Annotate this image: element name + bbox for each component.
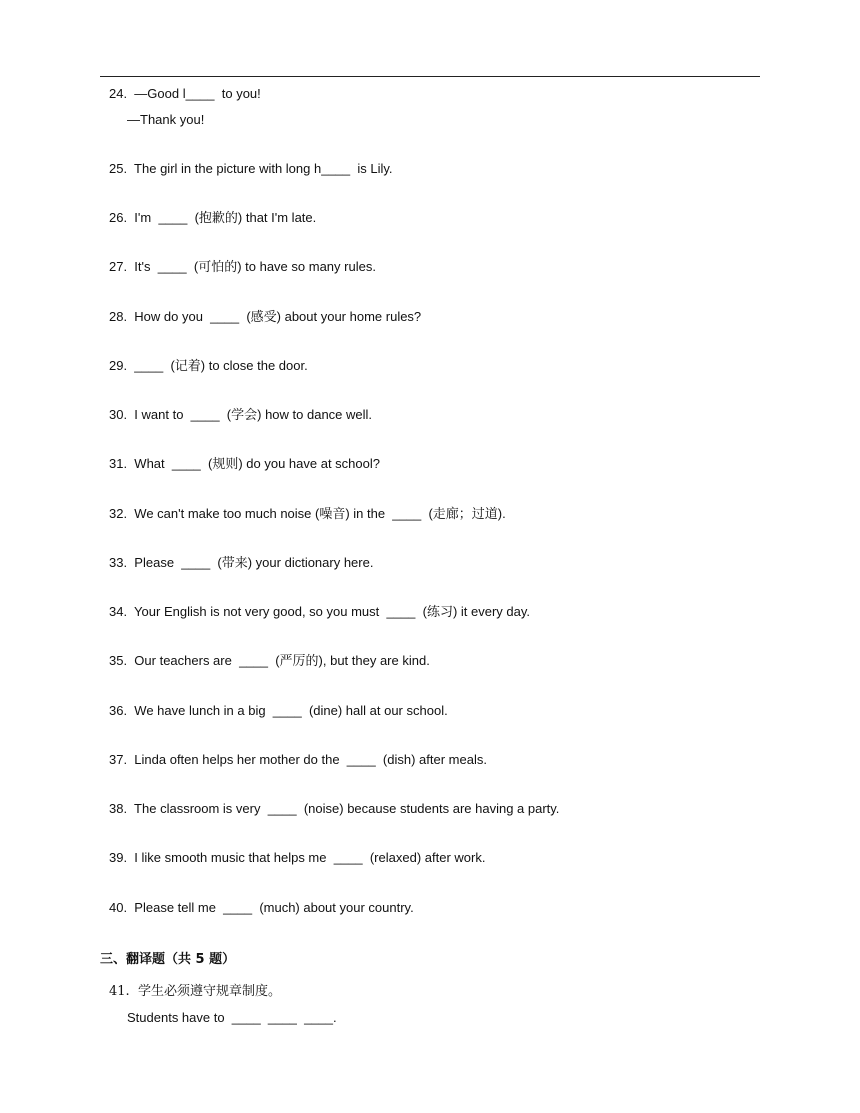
question-39: 39. I like smooth music that helps me ____ (relaxed) after work. [109, 850, 486, 865]
question-41-answer-line: Students have to ____ ____ ____. [127, 1010, 337, 1025]
question-33: 33. Please ____ (带来) your dictionary here. [109, 555, 374, 570]
header-divider [100, 76, 760, 77]
question-29: 29. ____ (记着) to close the door. [109, 358, 308, 373]
question-26: 26. I'm ____ (抱歉的) that I'm late. [109, 210, 317, 225]
question-31: 31. What ____ (规则) do you have at school? [109, 456, 380, 471]
question-27: 27. It's ____ (可怕的) to have so many rules. [109, 259, 376, 274]
question-37: 37. Linda often helps her mother do the ____ (dish) after meals. [109, 752, 487, 767]
question-32: 32. We can't make too much noise (噪音) in the ____ (走廊；过道). [109, 506, 506, 521]
question-35: 35. Our teachers are ____ (严厉的), but they are kind. [109, 653, 430, 668]
question-40: 40. Please tell me ____ (much) about your country. [109, 900, 414, 915]
question-24-response: —Thank you! [127, 112, 205, 127]
question-25: 25. The girl in the picture with long h____ is Lily. [109, 161, 393, 176]
question-30: 30. I want to ____ (学会) how to dance well. [109, 407, 373, 422]
question-38: 38. The classroom is very ____ (noise) because students are having a party. [109, 801, 560, 816]
question-41: 41. 学生必须遵守规章制度。 [109, 984, 281, 999]
question-24: 24. —Good l____ to you! [109, 86, 261, 101]
question-34: 34. Your English is not very good, so you must ____ (练习) it every day. [109, 604, 531, 619]
question-28: 28. How do you ____ (感受) about your home rules? [109, 309, 422, 324]
question-36: 36. We have lunch in a big ____ (dine) hall at our school. [109, 703, 448, 718]
section-heading-translation: 三、翻译题（共 5 题） [100, 952, 236, 967]
